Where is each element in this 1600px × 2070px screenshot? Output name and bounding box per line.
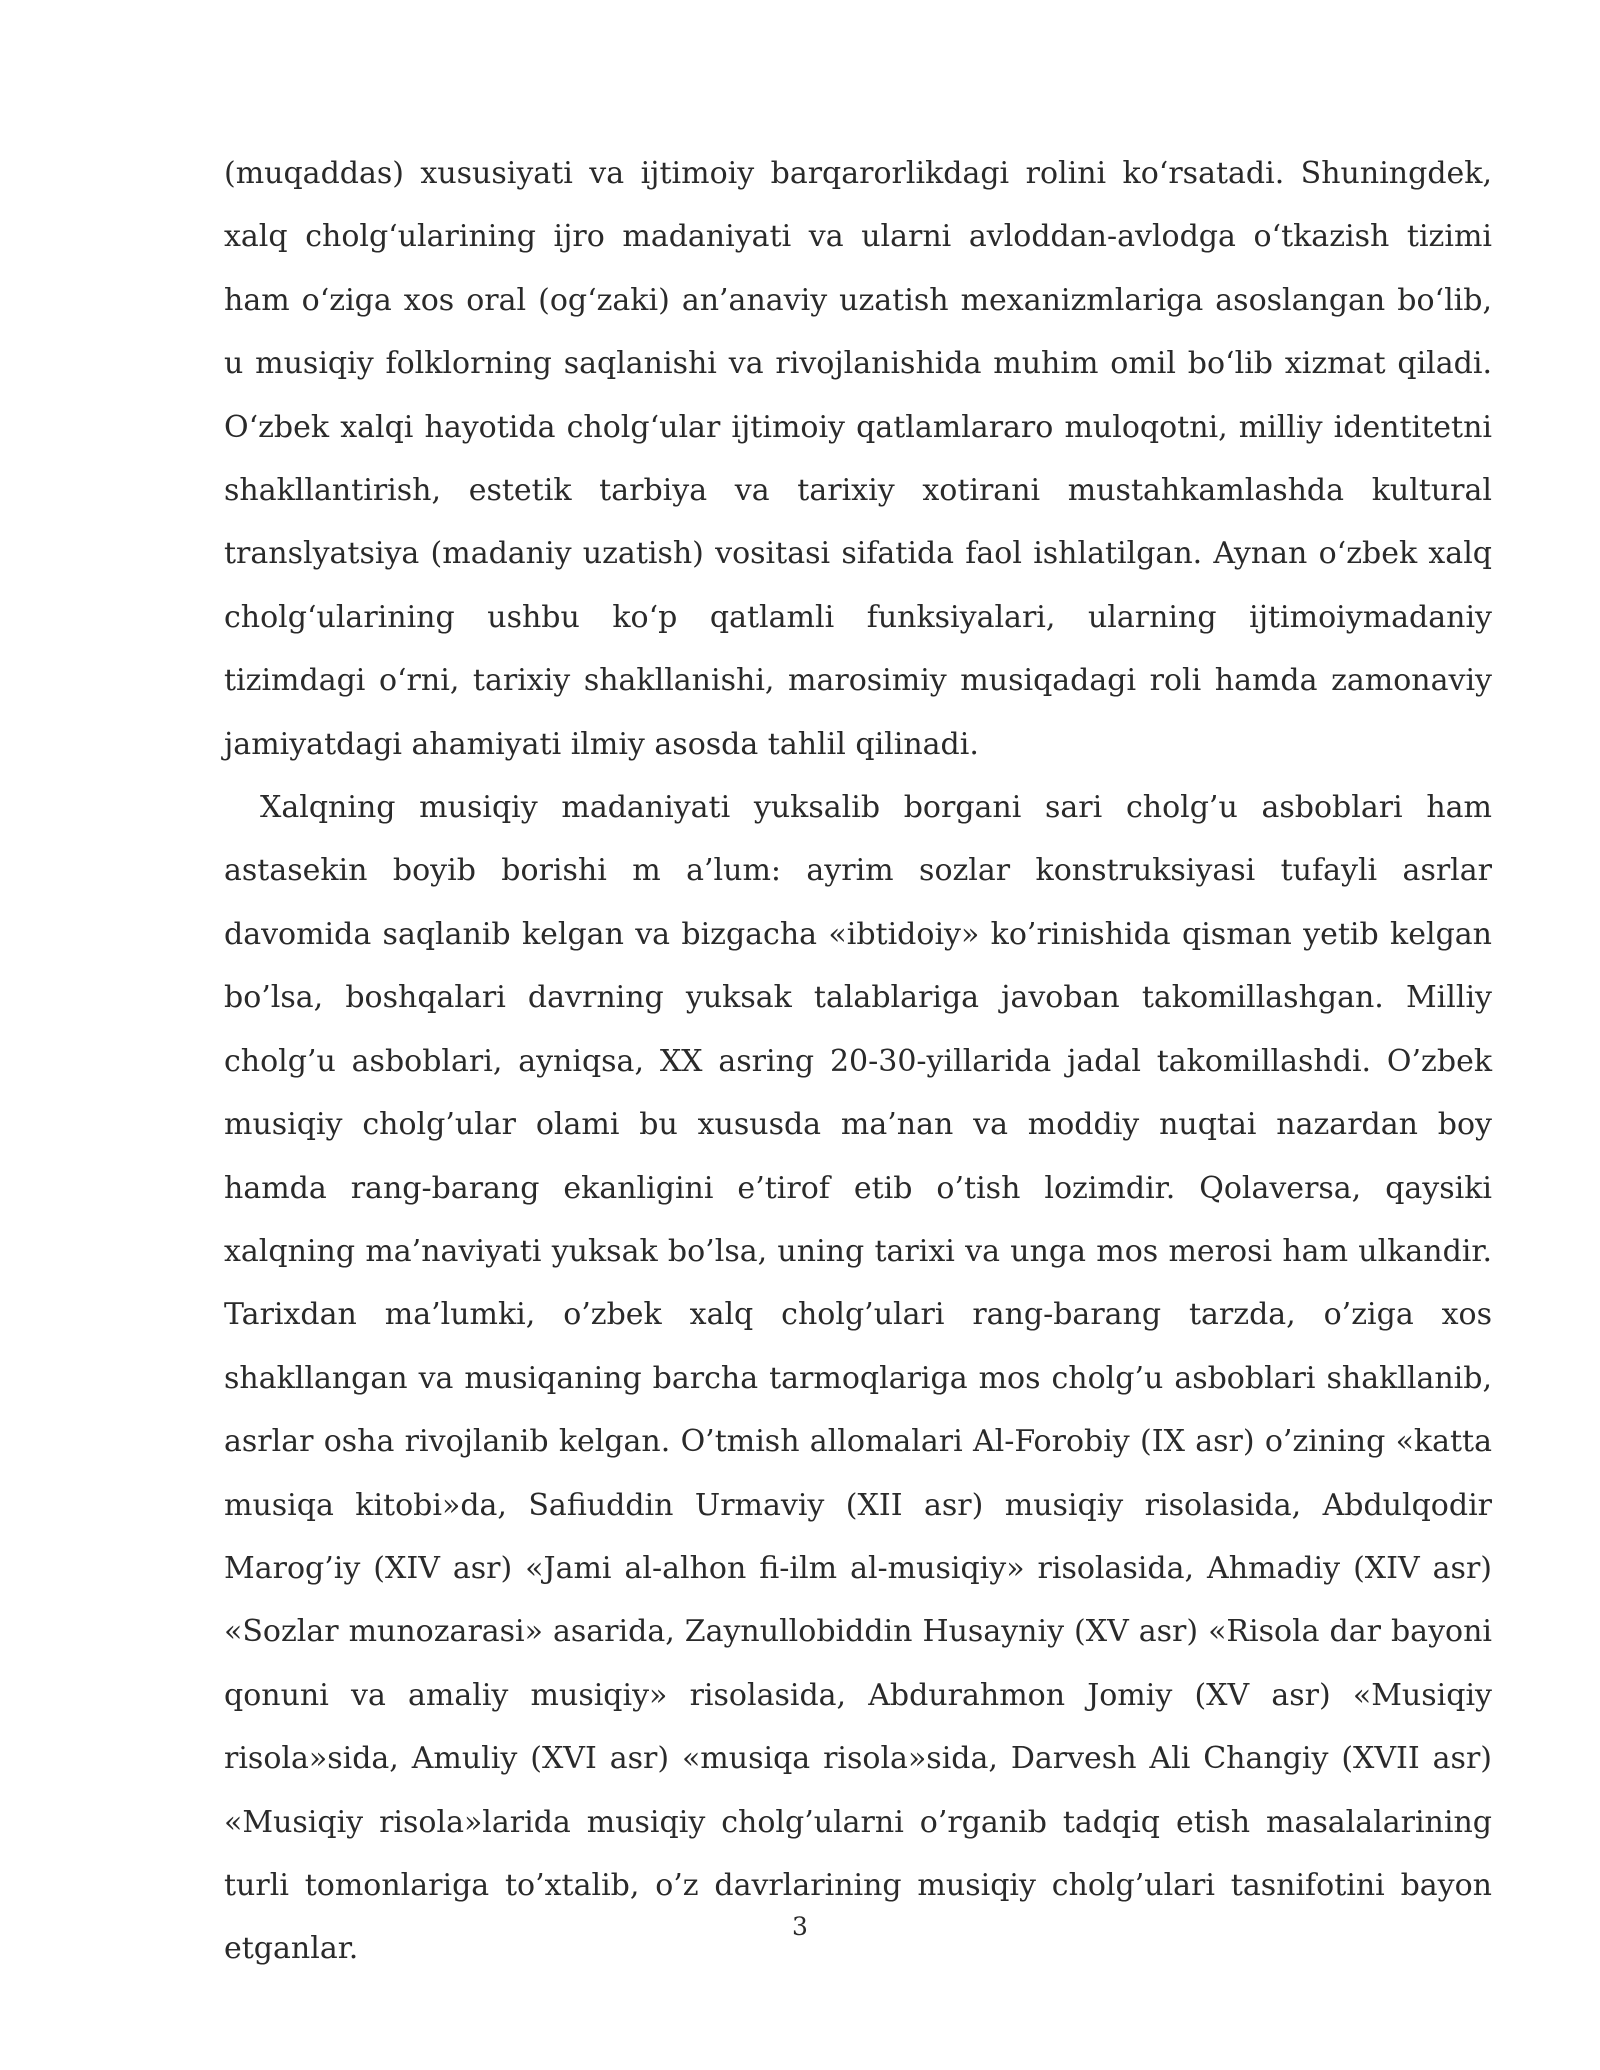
paragraph-cholgu-history: Xalqning musiqiy madaniyati yuksalib borgani sari cholg’u asboblari ham astasekin boyib borishi m a’lum: ayrim sozlar konstruksiyasi tufayli asrlar davomida saqlanib kelgan va bizgacha «ibtidoiy» ko’rinishida qisman yetib kelgan bo’lsa, boshqalari davrning yuksak talablariga javoban takomillashgan. Milliy cholg’u asboblari, ayniqsa, XX asring 20-30-yillarida jadal takomillashdi. O’zbek musiqiy cholg’ular olami bu xususda ma’nan va moddiy nuqtai nazardan boy hamda rang-barang ekanligini e’tirof etib o’tish lozimdir. Qolaversa, qaysiki xalqning ma’naviyati yuksak bo’lsa, uning tarixi va unga mos merosi ham ulkandir. Tarixdan ma’lumki, o’zbek xalq cholg’ulari rang-barang tarzda, o’ziga xos shakllangan va musiqaning barcha tarmoqlariga mos cholg’u asboblari shakllanib, asrlar osha rivojlanib kelgan. O’tmish allomalari Al-Forobiy (IX asr) o’zining «katta musiqa kitobi»da, Safiuddin Urmaviy (XII asr) musiqiy risolasida, Abdulqodir Marog’iy (XIV asr) «Jami al-alhon fi-ilm al-musiqiy» risolasida, Ahmadiy (XIV asr) «Sozlar munozarasi» asarida, Zaynullobiddin Husayniy (XV asr) «Risola dar bayoni qonuni va amaliy musiqiy» risolasida, Abdurahmon Jomiy (XV asr) «Musiqiy risola»sida, Amuliy (XVI asr) «musiqa risola»sida, Darvesh Ali Changiy (XVII asr) «Musiqiy risola»larida musiqiy cholg’ularni o’rganib tadqiq etish masalalarining turli tomonlariga to’xtalib, o’z davrlarining musiqiy cholg’ulari tasnifotini bayon etganlar.	[224, 790, 1492, 1967]
body-text	[224, 142, 1492, 1981]
paragraph-continuation: (muqaddas) xususiyati va ijtimoiy barqarorlikdagi rolini koʻrsatadi. Shuningdek, xalq cholgʻularining ijro madaniyati va ularni avloddan-avlodga oʻtkazish tizimi ham oʻziga xos oral (ogʻzaki) an’anaviy uzatish mexanizmlariga asoslangan boʻlib, u musiqiy folklorning saqlanishi va rivojlanishida muhim omil boʻlib xizmat qiladi. Oʻzbek xalqi hayotida cholgʻular ijtimoiy qatlamlararo muloqotni, milliy identitetni shakllantirish, estetik tarbiya va tarixiy xotirani mustahkamlashda kultural translyatsiya (madaniy uzatish) vositasi sifatida faol ishlatilgan. Aynan oʻzbek xalq cholgʻularining ushbu koʻp qatlamli funksiyalari, ularning ijtimoiymadaniy tizimdagi oʻrni, tarixiy shakllanishi, marosimiy musiqadagi roli hamda zamonaviy jamiyatdagi ahamiyati ilmiy asosda tahlil qilinadi.	[224, 156, 1492, 762]
page-number: 3	[792, 1912, 808, 1941]
